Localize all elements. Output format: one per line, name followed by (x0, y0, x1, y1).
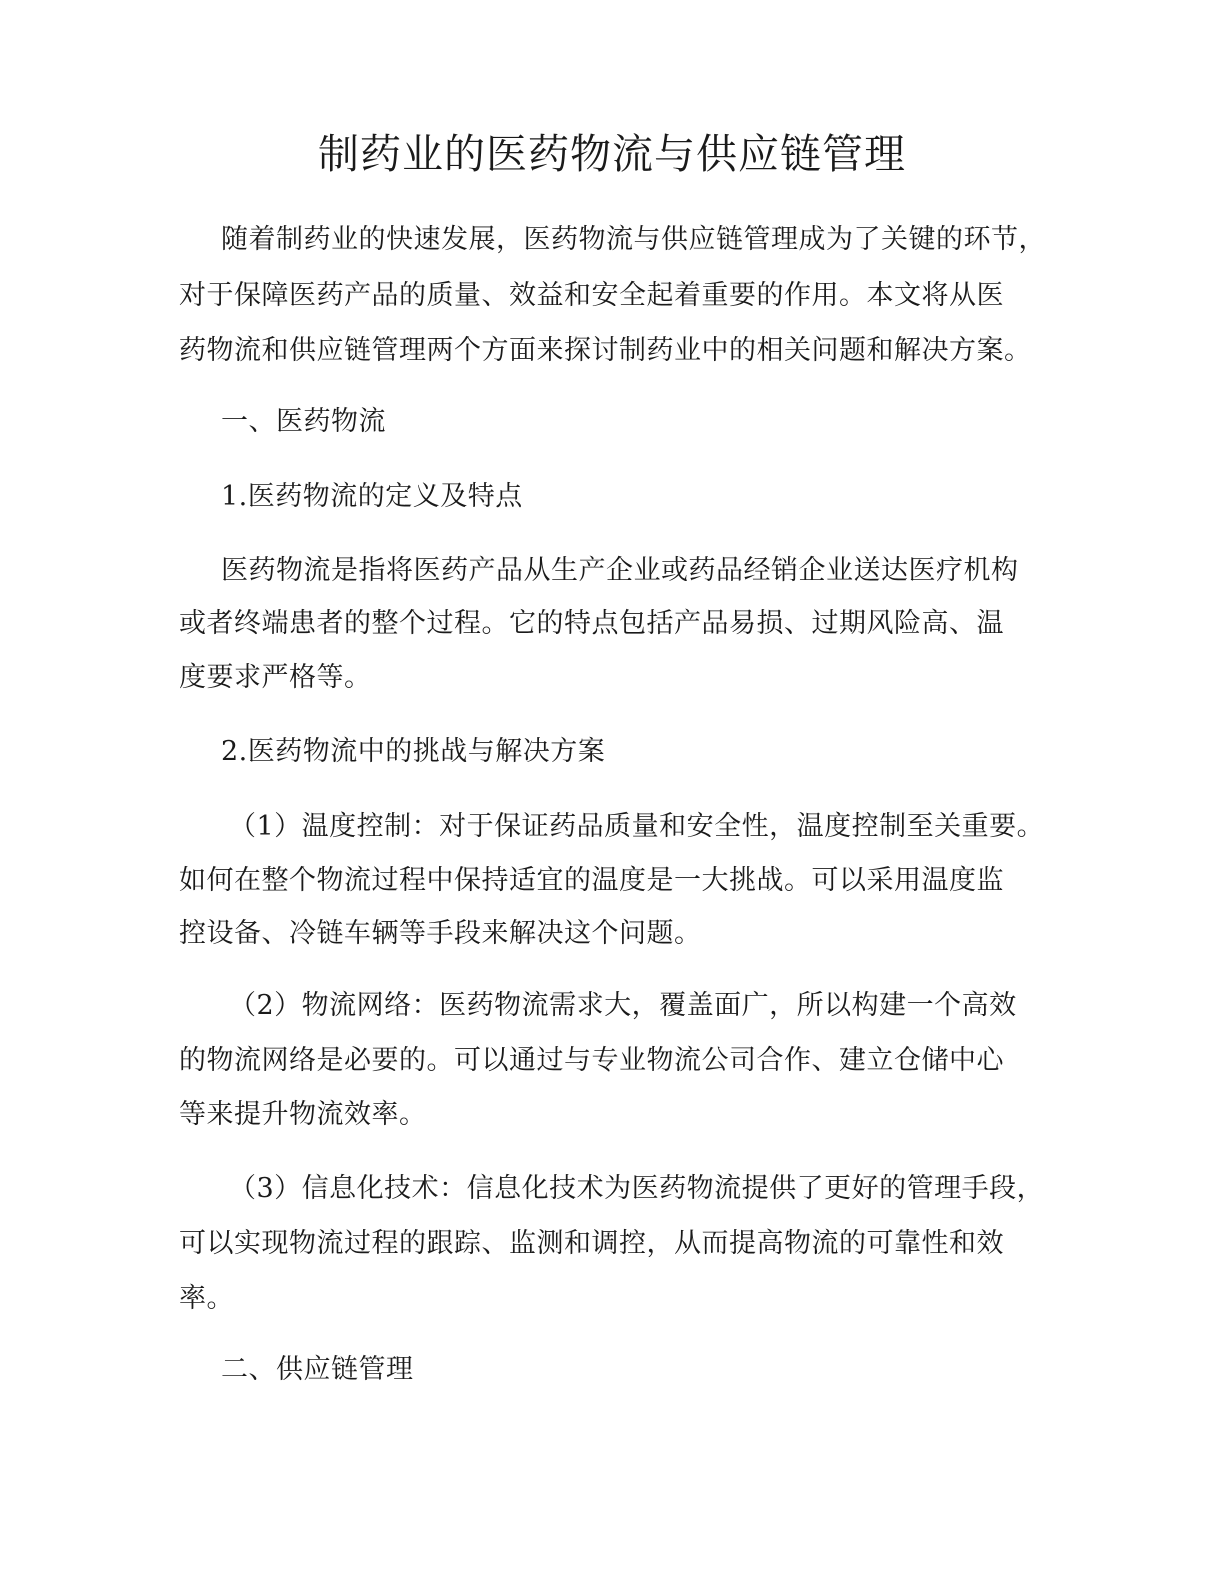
item-3-line-1: （3）信息化技术：信息化技术为医药物流提供了更好的管理手段， (229, 1173, 1045, 1204)
subsection-1-line-3: 度要求严格等。 (179, 662, 372, 693)
document-title: 制药业的医药物流与供应链管理 (318, 130, 906, 178)
subsection-1-line-1: 医药物流是指将医药产品从生产企业或药品经销企业送达医疗机构 (221, 555, 1019, 586)
item-1-line-3: 控设备、冷链车辆等手段来解决这个问题。 (179, 918, 702, 949)
item-2-line-3: 等来提升物流效率。 (179, 1099, 427, 1130)
item-3-line-3: 率。 (179, 1283, 234, 1314)
section-1-heading: 一、医药物流 (221, 406, 386, 437)
item-2-line-2: 的物流网络是必要的。可以通过与专业物流公司合作、建立仓储中心 (179, 1045, 1004, 1076)
item-1-line-1: （1）温度控制：对于保证药品质量和安全性，温度控制至关重要。 (229, 811, 1045, 842)
item-2-line-1: （2）物流网络：医药物流需求大，覆盖面广，所以构建一个高效 (229, 990, 1017, 1021)
section-2-heading: 二、供应链管理 (221, 1354, 414, 1385)
subsection-2-heading: 2.医药物流中的挑战与解决方案 (221, 736, 606, 767)
subsection-1-line-2: 或者终端患者的整个过程。它的特点包括产品易损、过期风险高、温 (179, 608, 1004, 639)
intro-line-2: 对于保障医药产品的质量、效益和安全起着重要的作用。本文将从医 (179, 280, 1004, 311)
item-3-line-2: 可以实现物流过程的跟踪、监测和调控，从而提高物流的可靠性和效 (179, 1228, 1004, 1259)
subsection-1-heading: 1.医药物流的定义及特点 (221, 481, 523, 512)
intro-line-1: 随着制药业的快速发展，医药物流与供应链管理成为了关键的环节， (221, 224, 1046, 255)
item-1-line-2: 如何在整个物流过程中保持适宜的温度是一大挑战。可以采用温度监 (179, 865, 1004, 896)
intro-line-3: 药物流和供应链管理两个方面来探讨制药业中的相关问题和解决方案。 (179, 335, 1032, 366)
